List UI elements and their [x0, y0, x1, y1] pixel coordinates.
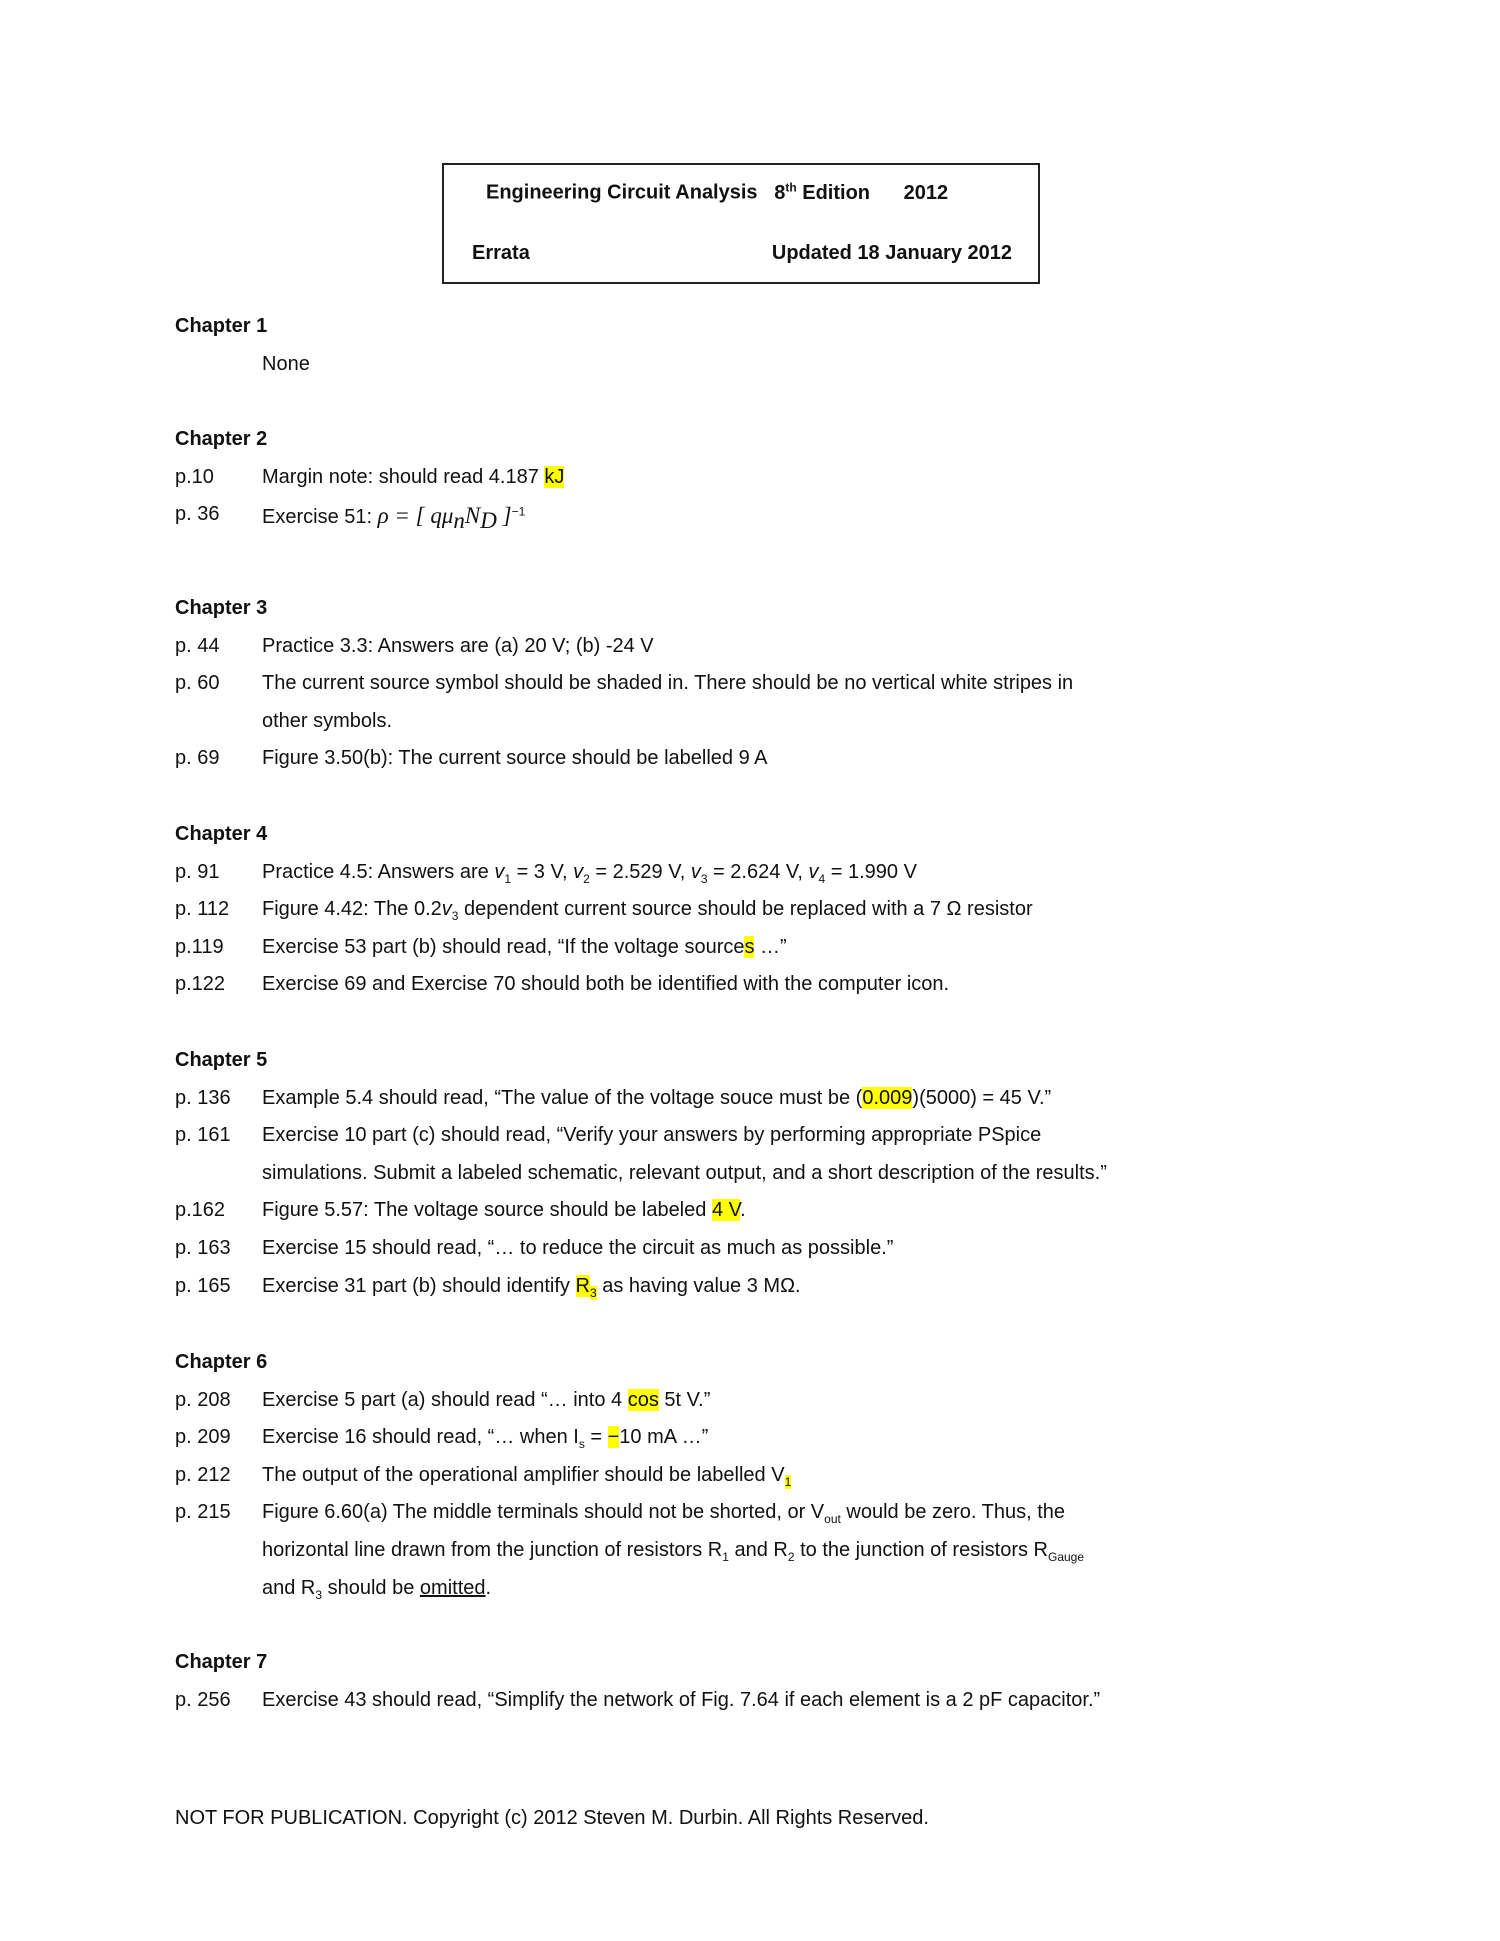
erratum-text: [262, 1426, 708, 1451]
erratum-text: [262, 1237, 893, 1260]
text-segment: Exercise 15 should read, “… to reduce the circuit as much as possible.”: [262, 1237, 894, 1259]
text-segment: 4: [818, 871, 826, 886]
erratum-text: [262, 1087, 1051, 1110]
text-segment: Gauge: [1047, 1550, 1085, 1564]
erratum-text: [262, 1389, 710, 1412]
text-segment: v: [573, 860, 584, 883]
page-reference: p. 163: [175, 1237, 231, 1259]
text-segment: dependent current source should be replaced with a 7 Ω resistor: [458, 898, 1033, 921]
page-reference: p.119: [175, 935, 224, 958]
text-segment: and R: [728, 1539, 788, 1561]
text-segment: The current source symbol should be shaded in. There should be no vertical white stripes in: [262, 672, 1074, 695]
highlighted-correction: −: [607, 1426, 620, 1449]
erratum-text: [262, 936, 787, 959]
erratum-text: [262, 1464, 791, 1489]
chapter-heading: Chapter 7: [175, 1651, 268, 1673]
erratum-text: [262, 1124, 1041, 1147]
text-segment: to the junction of resistors R: [794, 1539, 1048, 1561]
text-segment: simulations. Submit a labeled schematic, relevant output, and a short description of the results.”: [262, 1161, 1107, 1184]
document-title: [486, 180, 948, 205]
text-segment: Exercise 5 part (a) should read “… into 4: [262, 1388, 628, 1411]
text-segment: = 3 V,: [511, 860, 574, 883]
highlighted-correction: kJ: [544, 465, 565, 488]
text-segment: 5t V.”: [658, 1388, 711, 1411]
text-segment: s: [578, 1437, 585, 1452]
page-reference: p. 208: [175, 1388, 231, 1411]
text-segment: Figure 3.50(b): The current source should be labelled 9 A: [262, 747, 768, 770]
page-reference: p. 165: [175, 1274, 231, 1297]
erratum-text: [262, 1689, 1100, 1712]
page-reference: p. 112: [175, 898, 230, 921]
text-segment: −1: [511, 504, 526, 519]
chapter-heading: Chapter 2: [175, 428, 268, 450]
text-segment: )(5000) = 45 V.”: [912, 1086, 1052, 1109]
text-segment: = 2.529 V,: [589, 860, 691, 883]
text-segment: Figure 4.42: The 0.2: [262, 898, 442, 921]
erratum-text: [262, 973, 949, 996]
text-segment: as having value 3 MΩ.: [596, 1274, 801, 1297]
chapter-heading: Chapter 6: [175, 1351, 268, 1373]
text-segment: Exercise 10 part (c) should read, “Verify your answers by performing appropriate PSpice: [262, 1124, 1042, 1147]
page-reference: p. 91: [175, 860, 220, 883]
edition-number: 8: [774, 181, 786, 204]
chapter-heading: Chapter 5: [175, 1049, 268, 1071]
chapter-heading: Chapter 3: [175, 597, 268, 619]
erratum-text: [262, 635, 654, 658]
page-reference: p. 161: [175, 1124, 231, 1147]
text-segment: out: [824, 1512, 841, 1527]
edition-word: Edition: [802, 181, 871, 204]
formula-segment: N: [464, 503, 481, 529]
text-segment: 3: [700, 871, 708, 886]
text-segment: =: [584, 1426, 608, 1449]
text-segment: and R: [262, 1576, 316, 1599]
text-segment: 3: [451, 909, 459, 924]
text-segment: Exercise 51:: [262, 506, 378, 529]
text-segment: Exercise 69 and Exercise 70 should both be identified with the computer icon.: [262, 973, 950, 996]
text-segment: Exercise 16 should read, “… when I: [262, 1426, 579, 1449]
text-segment: v: [441, 898, 452, 921]
text-segment: Figure 5.57: The voltage source should be labeled: [262, 1199, 712, 1222]
text-segment: .: [485, 1576, 492, 1599]
text-segment: v: [808, 860, 819, 883]
edition: [763, 182, 870, 204]
erratum-text: [262, 898, 1033, 923]
page-reference: p. 212: [175, 1463, 231, 1486]
highlighted-correction: cos: [627, 1388, 659, 1411]
updated-date: Updated 18 January 2012: [771, 242, 1012, 264]
erratum-text: [262, 1539, 1084, 1564]
erratum-text: [262, 747, 768, 770]
chapter-heading: Chapter 4: [175, 823, 268, 845]
erratum-text: [262, 353, 310, 376]
text-segment: 2: [583, 871, 590, 886]
year: 2012: [903, 181, 949, 204]
highlighted-correction: 4 V: [711, 1199, 741, 1222]
erratum-text: [262, 861, 917, 886]
page-reference: p.10: [175, 465, 214, 488]
text-segment: Practice 4.5: Answers are: [262, 860, 495, 883]
page-reference: p. 215: [175, 1501, 231, 1524]
highlighted-correction: 1: [784, 1474, 792, 1489]
erratum-text: [262, 1199, 746, 1222]
highlighted-correction: 0.009: [862, 1086, 913, 1109]
text-segment: .: [740, 1199, 746, 1222]
edition-suffix: th: [785, 180, 797, 194]
book-title: Engineering Circuit Analysis: [486, 181, 758, 204]
errata-label: Errata: [472, 242, 530, 264]
page-reference: p.162: [175, 1199, 226, 1222]
text-segment: 10 mA …”: [619, 1426, 709, 1449]
text-segment: None: [262, 352, 310, 375]
erratum-text: [262, 466, 564, 489]
text-segment: v: [494, 860, 505, 883]
page-reference: p. 209: [175, 1426, 231, 1449]
text-segment: 3: [315, 1587, 323, 1602]
highlighted-correction: 3: [589, 1285, 597, 1300]
page-reference: p. 60: [175, 672, 220, 695]
page-reference: p.122: [175, 973, 226, 996]
page-reference: p. 136: [175, 1086, 231, 1109]
text-segment: Exercise 53 part (b) should read, “If the voltage source: [262, 935, 745, 958]
text-segment: = 2.624 V,: [707, 860, 809, 883]
erratum-text: [262, 1577, 491, 1602]
formula-segment: ρ = [ qμ: [377, 503, 454, 529]
text-segment: horizontal line drawn from the junction of resistors R: [262, 1539, 723, 1561]
text-segment: omitted: [419, 1576, 486, 1599]
text-segment: 2: [787, 1550, 795, 1564]
formula-segment: ]: [496, 503, 512, 529]
text-segment: would be zero. Thus, the: [840, 1501, 1066, 1524]
text-segment: Practice 3.3: Answers are (a) 20 V; (b) -24 V: [262, 634, 654, 657]
erratum-text: [262, 503, 525, 534]
formula-segment: D: [480, 508, 497, 534]
text-segment: Exercise 43 should read, “Simplify the network of Fig. 7.64 if each element is a 2 pF capacitor.”: [262, 1688, 1101, 1711]
page-reference: p. 44: [175, 634, 220, 657]
page-reference: p. 256: [175, 1688, 231, 1711]
erratum-text: [262, 710, 392, 733]
text-segment: should be: [322, 1576, 420, 1599]
text-segment: …”: [754, 935, 787, 958]
text-segment: Margin note: should read 4.187: [262, 465, 545, 488]
text-segment: Example 5.4 should read, “The value of the voltage souce must be (: [262, 1086, 863, 1109]
text-segment: v: [690, 860, 701, 883]
erratum-text: [262, 672, 1073, 695]
text-segment: 1: [504, 871, 512, 886]
text-segment: = 1.990 V: [825, 860, 917, 883]
highlighted-correction: R: [575, 1274, 590, 1297]
page-reference: p. 69: [175, 747, 220, 770]
erratum-text: [262, 1501, 1065, 1526]
copyright-footer: NOT FOR PUBLICATION. Copyright (c) 2012 Steven M. Durbin. All Rights Reserved.: [175, 1807, 929, 1829]
formula-segment: n: [453, 508, 465, 534]
erratum-text: [262, 1162, 1107, 1185]
text-segment: other symbols.: [262, 709, 393, 732]
text-segment: Figure 6.60(a) The middle terminals should not be shorted, or V: [262, 1501, 825, 1524]
title-box: [442, 163, 1040, 284]
erratum-text: [262, 1275, 801, 1300]
text-segment: Exercise 31 part (b) should identify: [262, 1274, 576, 1297]
highlighted-correction: s: [744, 935, 755, 958]
chapter-heading: Chapter 1: [175, 315, 268, 337]
text-segment: The output of the operational amplifier should be labelled V: [262, 1463, 785, 1486]
text-segment: 1: [722, 1550, 729, 1564]
page-reference: p. 36: [175, 503, 220, 526]
